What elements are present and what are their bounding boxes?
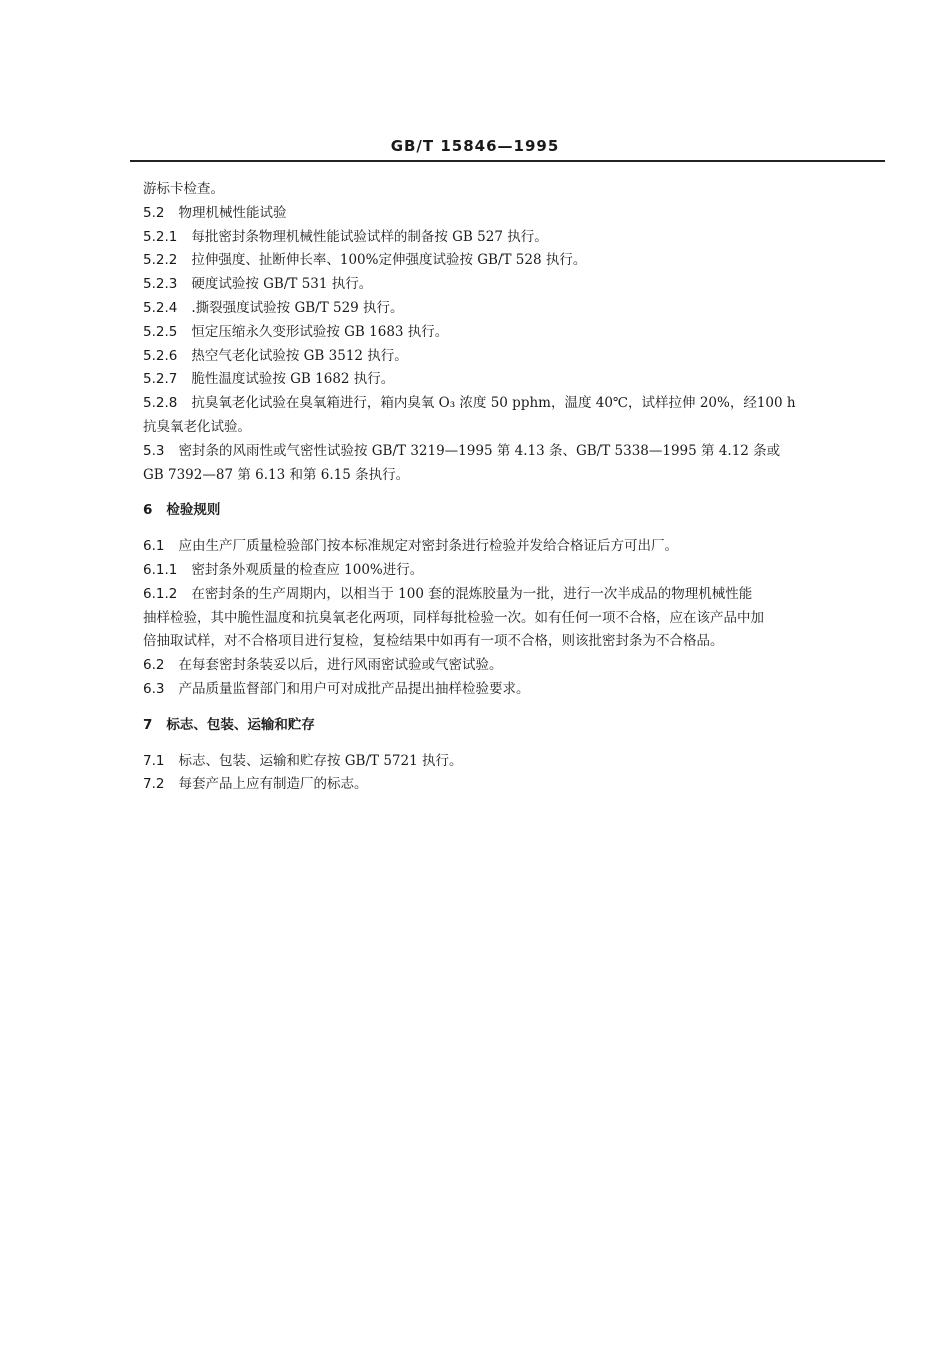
clause-text: 物理机械性能试验 <box>178 204 287 221</box>
clause-number: 6.3 <box>143 680 165 697</box>
clause-text: 密封条的风雨性或气密性试验按 GB/T 3219—1995 第 4.13 条、GB/T 5338—1995 第 4.12 条或 <box>178 442 781 459</box>
clause-number: 6.1 <box>143 538 165 555</box>
clause-number: 6.1.2 <box>143 585 178 602</box>
clause-number: 5.3 <box>143 442 165 459</box>
clause-6-3 <box>143 678 885 702</box>
clause-5-2-5 <box>143 321 885 345</box>
clause-5-2-1 <box>143 226 885 250</box>
clause-5-2-7 <box>143 368 885 392</box>
clause-text: 应由生产厂质量检验部门按本标准规定对密封条进行检验并发给合格证后方可出厂。 <box>178 538 678 555</box>
clause-5-2-8-cont: 抗臭氧老化试验。 <box>143 418 251 435</box>
clause-number: 7.2 <box>143 776 165 793</box>
clause-text: 硬度试验按 GB/T 531 执行。 <box>191 276 373 293</box>
clause-text: 标志、包装、运输和贮存按 GB/T 5721 执行。 <box>178 752 463 769</box>
section-gap <box>143 487 885 499</box>
clause-number: 6.1.1 <box>143 561 178 578</box>
clause-5-2 <box>143 202 885 226</box>
clause-6-1 <box>143 535 885 559</box>
clause-number: 5.2 <box>143 204 165 221</box>
clause-number: 5.2.3 <box>143 276 178 293</box>
clause-6-1-2 <box>143 583 885 607</box>
clause-text: .撕裂强度试验按 GB/T 529 执行。 <box>191 299 404 316</box>
clause-text: 产品质量监督部门和用户可对成批产品提出抽样检验要求。 <box>178 680 530 697</box>
clause-text: 热空气老化试验按 GB 3512 执行。 <box>191 347 408 364</box>
clause-7-1 <box>143 750 885 774</box>
section-gap <box>143 738 885 750</box>
clause-number: 5.2.2 <box>143 252 178 269</box>
clause-5-2-8 <box>143 392 885 416</box>
clause-5-2-4 <box>143 297 885 321</box>
clause-7-2 <box>143 773 885 797</box>
clause-number: 5.2.5 <box>143 323 178 340</box>
section-number: 6 <box>143 502 153 519</box>
clause-5-2-2 <box>143 249 885 273</box>
header-rule <box>130 160 885 162</box>
clause-text: 恒定压缩永久变形试验按 GB 1683 执行。 <box>191 323 449 340</box>
section-gap <box>143 702 885 714</box>
clause-5-3-cont: GB 7392—87 第 6.13 和第 6.15 条执行。 <box>143 466 410 483</box>
clause-6-1-2-cont: 抽样检验，其中脆性温度和抗臭氧老化两项，同样每批检验一次。如有任何一项不合格，应在该产品中加 <box>143 609 764 626</box>
document-header: GB/T 15846—1995 <box>390 137 560 155</box>
section-title: 标志、包装、运输和贮存 <box>166 716 315 733</box>
clause-text: 密封条外观质量的检查应 100%进行。 <box>191 561 424 578</box>
text-line: 游标卡检查。 <box>143 181 224 197</box>
clause-number: 6.2 <box>143 657 165 674</box>
clause-number: 7.1 <box>143 752 165 769</box>
clause-text: 在密封条的生产周期内，以相当于 100 套的混炼胶量为一批，进行一次半成品的物理机械性能 <box>191 585 753 602</box>
clause-6-2 <box>143 654 885 678</box>
section-title: 检验规则 <box>166 502 221 519</box>
clause-number: 5.2.6 <box>143 347 178 364</box>
clause-5-3 <box>143 440 885 464</box>
clause-text: 抗臭氧老化试验在臭氧箱进行，箱内臭氧 O₃ 浓度 50 pphm，温度 40℃，试样拉伸 20%，经100 h <box>191 395 796 412</box>
clause-text: 拉伸强度、扯断伸长率、100%定伸强度试验按 GB/T 528 执行。 <box>191 252 587 269</box>
clause-text: 每套产品上应有制造厂的标志。 <box>178 776 368 793</box>
clause-6-1-2-cont: 倍抽取试样，对不合格项目进行复检，复检结果中如再有一项不合格，则该批密封条为不合格品。 <box>143 633 724 650</box>
clause-6-1-1 <box>143 559 885 583</box>
clause-number: 5.2.1 <box>143 228 178 245</box>
section-7-heading <box>143 714 885 738</box>
section-gap <box>143 523 885 535</box>
clause-number: 5.2.7 <box>143 371 178 388</box>
clause-5-2-6 <box>143 345 885 369</box>
clause-5-2-3 <box>143 273 885 297</box>
clause-number: 5.2.4 <box>143 299 178 316</box>
clause-number: 5.2.8 <box>143 395 178 412</box>
clause-text: 在每套密封条装妥以后，进行风雨密试验或气密试验。 <box>178 657 503 674</box>
clause-text: 每批密封条物理机械性能试验试样的制备按 GB 527 执行。 <box>191 228 548 245</box>
section-number: 7 <box>143 716 153 733</box>
document-body <box>143 178 885 797</box>
section-6-heading <box>143 499 885 523</box>
clause-text: 脆性温度试验按 GB 1682 执行。 <box>191 371 395 388</box>
